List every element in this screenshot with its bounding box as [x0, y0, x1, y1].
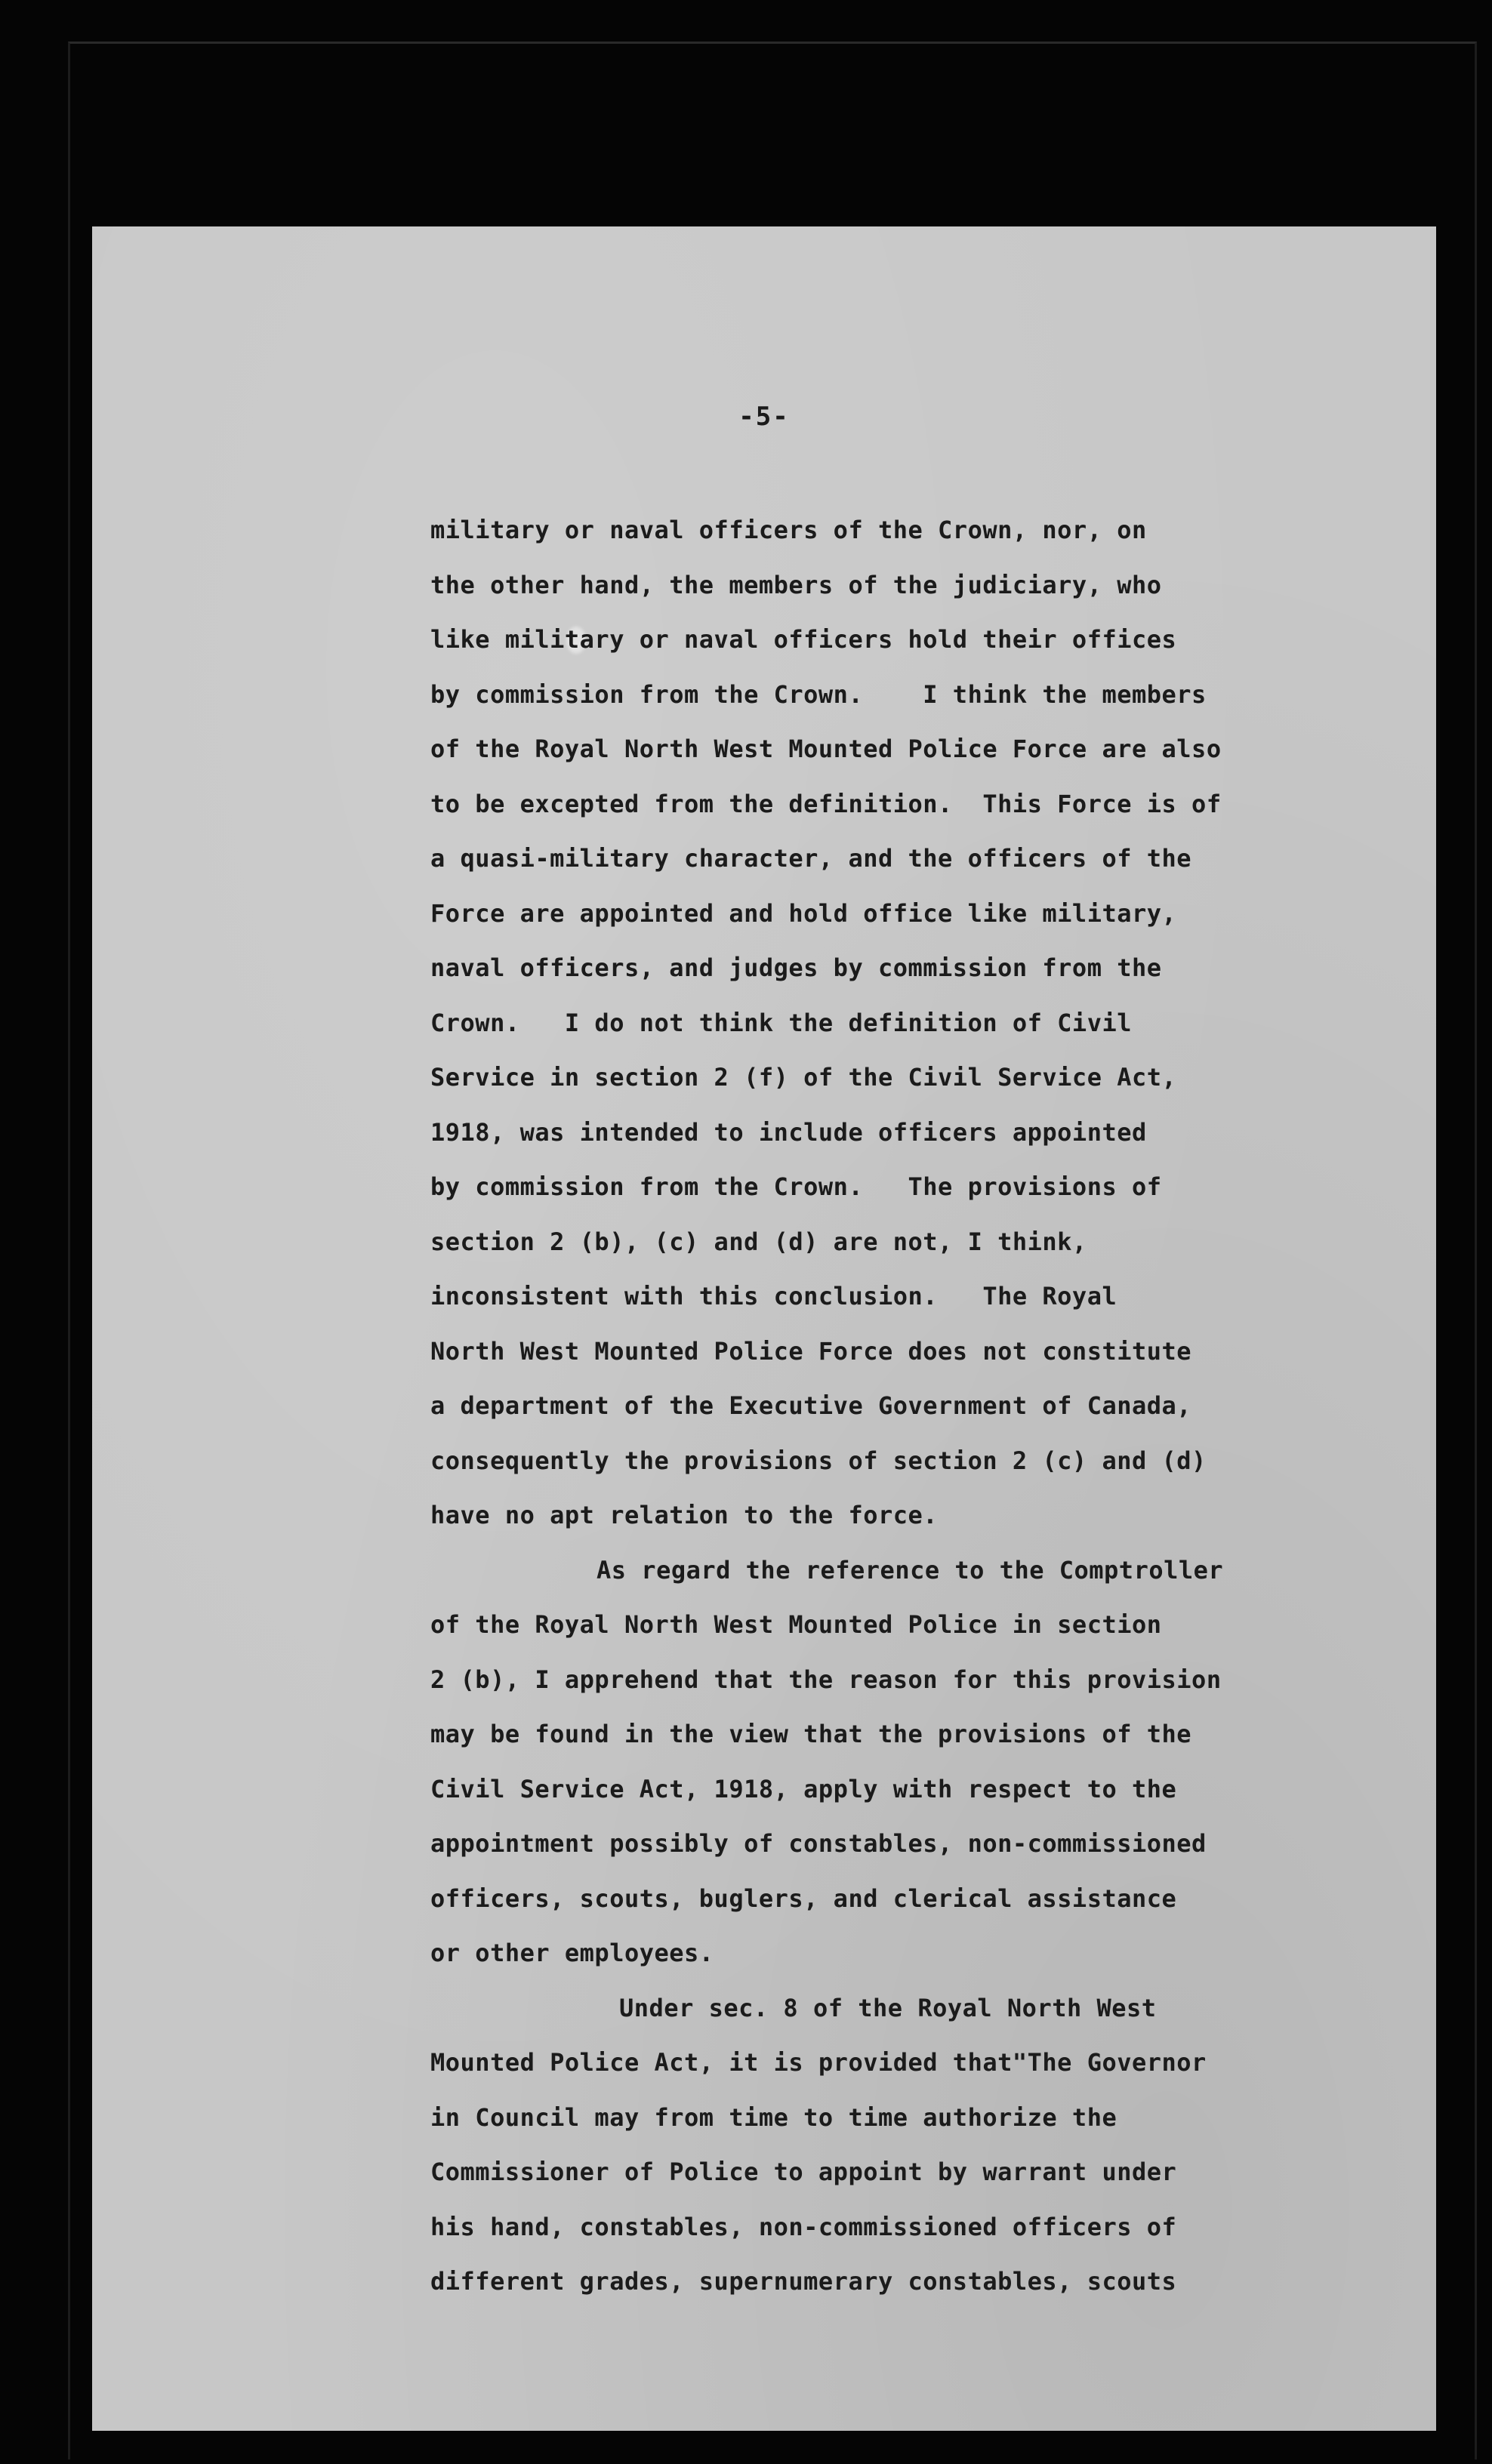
text-line: As regard the reference to the Comptroller: [596, 1555, 1224, 1585]
text-line: naval officers, and judges by commission from the: [430, 953, 1162, 982]
text-line: his hand, constables, non-commissioned officers of: [430, 2212, 1177, 2241]
text-line: 2 (b), I apprehend that the reason for this provision: [430, 1665, 1222, 1694]
text-line: in Council may from time to time authorize the: [430, 2102, 1117, 2132]
text-line: a quasi-military character, and the officers of the: [430, 844, 1192, 873]
text-line: Under sec. 8 of the Royal North West: [619, 1993, 1157, 2022]
text-line: by commission from the Crown. The provisions of: [430, 1172, 1162, 1201]
text-line: appointment possibly of constables, non-commissioned: [430, 1829, 1207, 1858]
page-number: -5-: [738, 402, 790, 432]
text-line: Civil Service Act, 1918, apply with respect to the: [430, 1774, 1177, 1803]
text-line: of the Royal North West Mounted Police Force are also: [430, 735, 1222, 763]
text-line: consequently the provisions of section 2 (c) and (d): [430, 1446, 1207, 1475]
text-line: military or naval officers of the Crown, nor, on: [430, 516, 1147, 544]
text-line: section 2 (b), (c) and (d) are not, I think,: [430, 1227, 1087, 1256]
text-line: have no apt relation to the force.: [430, 1501, 939, 1529]
text-line: the other hand, the members of the judiciary, who: [430, 570, 1162, 599]
text-line: officers, scouts, buglers, and clerical assistance: [430, 1883, 1177, 1913]
text-line: may be found in the view that the provisions of the: [430, 1720, 1192, 1748]
text-line: a department of the Executive Government of Canada,: [430, 1391, 1192, 1420]
text-line: 1918, was intended to include officers appointed: [430, 1117, 1147, 1147]
text-line: North West Mounted Police Force does not constitute: [430, 1336, 1192, 1366]
document-page: [92, 226, 1436, 2431]
body-text: [430, 503, 1442, 2309]
text-line: Commissioner of Police to appoint by warrant under: [430, 2158, 1177, 2186]
text-line: inconsistent with this conclusion. The Royal: [430, 1282, 1117, 1311]
text-line: or other employees.: [430, 1939, 714, 1967]
text-line: Mounted Police Act, it is provided that"The Governor: [430, 2048, 1207, 2077]
text-line: Crown. I do not think the definition of Civil: [430, 1008, 1132, 1037]
text-line: to be excepted from the definition. This Force is of: [430, 789, 1222, 818]
text-line: by commission from the Crown. I think the members: [430, 679, 1207, 709]
text-line: of the Royal North West Mounted Police in section: [430, 1610, 1162, 1639]
text-line: Service in section 2 (f) of the Civil Service Act,: [430, 1063, 1177, 1092]
text-line: different grades, supernumerary constables, scouts: [430, 2267, 1177, 2296]
text-line: like military or naval officers hold their offices: [430, 625, 1177, 654]
text-line: Force are appointed and hold office like military,: [430, 898, 1177, 928]
